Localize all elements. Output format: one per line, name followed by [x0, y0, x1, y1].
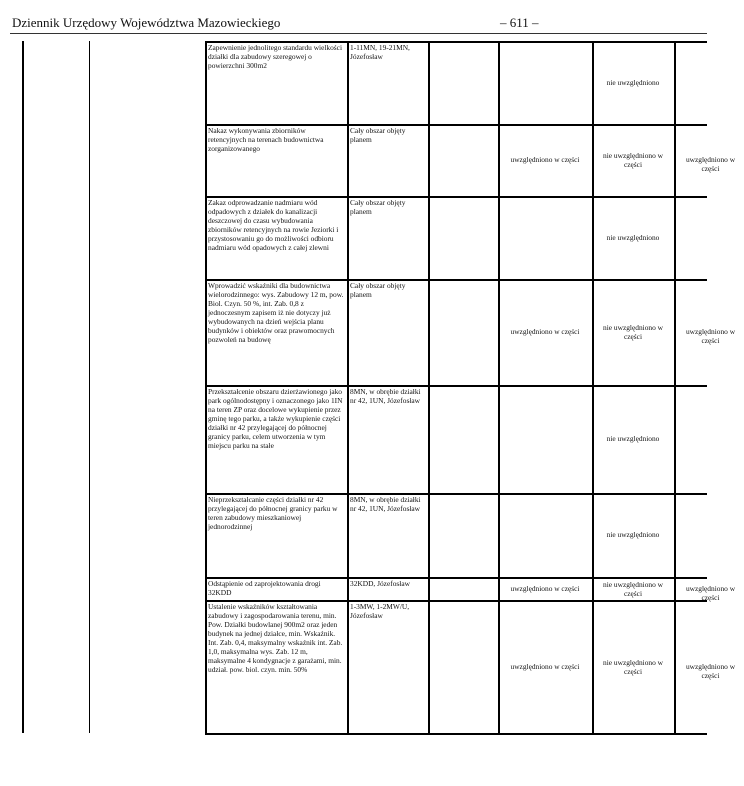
- table-cell-area: Cały obszar objęty planem: [350, 281, 406, 299]
- page-number: – 611 –: [500, 15, 539, 30]
- table-cell-area: 8MN, w obrębie działki nr 42, 1UN, Józefosław: [350, 387, 421, 405]
- table-column-line: [498, 41, 500, 733]
- table-cell-description: Wprowadzić wskaźniki dla budownictwa wielorodzinnego: wys. Zabudowy 12 m, pow. Biol. Czyn. 50 %, int. Zab. 0,8 z jednoczesnym zapisem iż nie dotyczy już wybudowanych na dzień wejścia planu budynków i obiektów oraz prawomocnych pozwoleń na budowę: [208, 281, 344, 344]
- table-column-line: [674, 41, 676, 733]
- table-row-line: [205, 733, 707, 735]
- table-cell-description: Zakaz odprowadzanie nadmiaru wód odpadowych z działek do kanalizacji deszczowej do czasu wybudowania zbiorników retencyjnych na rowie Jeziorki i przystosowaniu go do możliwości odbioru nadmiaru wód opadowych z całej zlewni: [208, 198, 339, 252]
- table-column-line: [592, 41, 594, 733]
- table-cell-status: uwzględniono w części: [685, 661, 736, 680]
- table-cell-description: Nakaz wykonywania zbiorników retencyjnych na terenach budownictwa zorganizowanego: [208, 126, 324, 153]
- table-cell-status: nie uwzględniono: [606, 434, 660, 443]
- table-cell-status: uwzględniono w części: [510, 155, 580, 164]
- table-column-line: [347, 41, 349, 733]
- table-cell-area: 8MN, w obrębie działki nr 42, 1UN, Józefosław: [350, 495, 421, 513]
- table-border-left: [22, 41, 24, 733]
- table-cell-status: nie uwzględniono: [606, 77, 660, 87]
- table-divider-1: [89, 41, 90, 733]
- table-cell-status: uwzględniono w części: [510, 661, 580, 671]
- table-cell-status: uwzględniono w części: [510, 583, 580, 593]
- table-cell-area: 1-11MN, 19-21MN, Józefosław: [350, 43, 410, 61]
- table-cell-area: 1-3MW, 1-2MW/U, Józefosław: [350, 602, 410, 620]
- table-cell-status: nie uwzględniono: [606, 530, 660, 539]
- table-cell-status: nie uwzględniono w części: [603, 579, 663, 598]
- table-cell-status: uwzględniono w części: [685, 155, 736, 173]
- table-cell-status: nie uwzględniono w części: [603, 323, 663, 341]
- table-cell-status: uwzględniono w części: [510, 327, 580, 336]
- table-cell-status: nie uwzględniono w części: [603, 151, 663, 169]
- journal-title: Dziennik Urzędowy Województwa Mazowieckiego: [12, 15, 281, 30]
- table-cell-description: Zapewnienie jednolitego standardu wielkości działki dla zabudowy szeregowej o powierzchni 300m2: [208, 43, 343, 70]
- table-cell-area: 32KDD, Józefosław: [350, 579, 410, 588]
- header-rule: [10, 33, 707, 34]
- table-cell-status: uwzględniono w części: [685, 583, 736, 602]
- table-cell-area: Cały obszar objęty planem: [350, 198, 406, 216]
- page-header: [0, 0, 707, 34]
- table-cell-area: Cały obszar objęty planem: [350, 126, 406, 144]
- table-cell-description: Odstąpienie od zaprojektowania drogi 32KDD: [208, 579, 321, 597]
- table-column-line: [428, 41, 430, 733]
- table-cell-description: Przekształcenie obszaru dzierżawionego jako park ogólnodostępny i oznaczonego jako 1IN na teren ZP oraz docelowe wykupienie przez gminę tego parku, a także wykupienie części działki nr 42 przylegającej do północnej granicy parku, celem utworzenia w tym miejscu parku na stałe: [208, 387, 343, 450]
- table-cell-status: nie uwzględniono: [606, 232, 660, 242]
- table-cell-status: nie uwzględniono w części: [603, 657, 663, 676]
- table-cell-status: uwzględniono w części: [685, 327, 736, 345]
- table-cell-description: Ustalenie wskaźników kształtowania zabudowy i zagospodarowania terenu, min. Pow. Działki budowlanej 900m2 oraz jeden budynek na jednej działce, min. Wskaźnik. Int. Zab. 0,4, maksymalny wskaźnik int. Zab. 1,0, maksymalna wys. Zab. 12 m, maksymalne 4 kondygnacje z garażami, min. udział. pow. biol. czyn. min. 50%: [208, 602, 343, 674]
- table-column-line: [205, 41, 207, 733]
- table-cell-description: Nieprzekształcanie części działki nr 42 przylegającej do północnej granicy parku w teren zabudowy mieszkaniowej jednorodzinnej: [208, 495, 338, 531]
